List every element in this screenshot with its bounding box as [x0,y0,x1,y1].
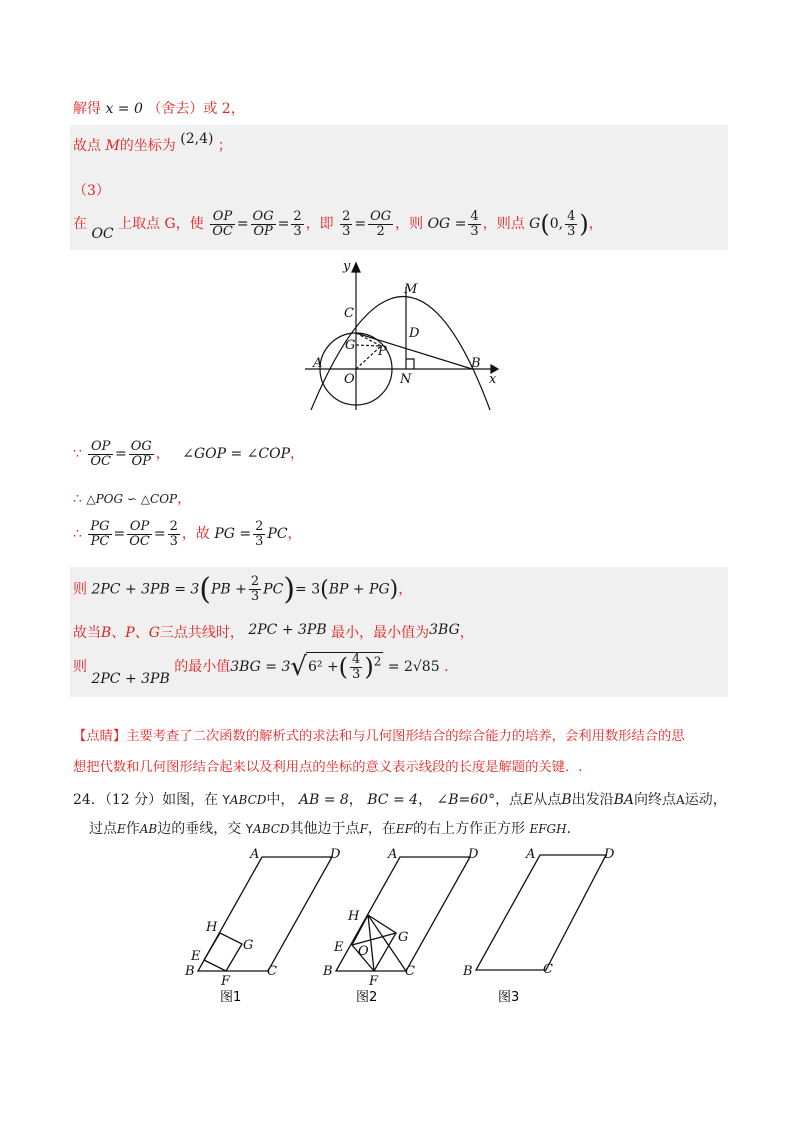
parallelogram-symbol: Y [222,793,230,807]
text: 最小，最小值为 [331,625,430,641]
text: （舍去）或 2， [147,101,245,117]
label-o: O [344,372,355,387]
text: 则 [73,581,87,598]
math: 3BG [429,622,460,638]
label-g: G [243,938,254,953]
fraction [565,210,577,238]
fraction [249,575,261,603]
sol-line-5 [73,440,304,468]
math: 2PC + 3PB = 3 [91,581,200,598]
text: 的最小值 [174,659,231,676]
math: EFGH [529,822,567,836]
den: PC [90,533,110,549]
sol-line-3 [73,180,110,200]
num: OP [127,520,152,535]
label-c: C [543,962,553,977]
math: EF [395,822,413,836]
eq: = [236,216,249,233]
math: PC [267,526,288,543]
num: OP [210,210,235,225]
text: ． [566,821,581,837]
math: AB [139,822,158,836]
parabola [311,297,490,411]
figure-1 [180,845,340,1010]
math: x = 0 [105,101,143,117]
sol-line-6 [73,488,191,508]
math: PC [263,581,284,598]
math: ∠GOP = ∠COP [182,446,291,463]
text: ， [287,526,302,543]
math: 6² + [307,659,339,676]
label-n: N [400,372,412,387]
radicand: 6² +( $\frac{4}{3}$ )$^2$ [307,652,382,682]
eq: = [114,446,127,463]
fraction [291,210,303,238]
sol-line-1 [73,98,245,118]
math: PG = [214,526,252,543]
den: 3 [567,223,576,239]
fraction [350,653,362,681]
text: 想把代数和几何图形结合起来以及利用点的坐标的意义表示线段的长度是解题的关键．. [73,760,583,775]
text: ， [155,446,170,463]
fraction [210,210,235,238]
fraction [129,440,154,468]
num: 2 [342,209,351,224]
num: PG [90,519,110,534]
den: OC [212,223,233,239]
label-a: A [250,847,260,862]
den: 3 [470,223,479,239]
because-symbol: ∵ [73,446,82,463]
text: 三点共线时， [159,625,244,641]
label-b: B [471,356,481,371]
math: 2PC + 3PB [91,671,170,688]
math: OC [91,226,114,243]
label-a: A [526,847,536,862]
fraction [340,210,352,238]
label-c: C [405,964,415,979]
den: OC [129,533,150,549]
text: 其他边于点 [289,821,360,837]
math: 0, [549,216,564,233]
eq: = [277,216,290,233]
y-axis-arrow [352,263,360,272]
sol-line-2 [73,131,232,155]
text: 上取点 G，使 [118,216,204,233]
eq: = [113,526,126,543]
right-angle-n [406,359,414,369]
text: 【点睛】主要考查了二次函数的解析式的求法和与几何图形结合的综合能力的培养，会利用数形结合的思 [73,729,685,744]
sol-line-9 [73,622,474,642]
figure-3 [458,845,628,1010]
text: ， [348,792,363,808]
text: ， [459,625,474,641]
math: PB + [211,581,247,598]
text: ，即 [305,216,334,233]
comment-line-2 [73,756,583,775]
math: B [561,792,572,808]
eq: = [354,216,367,233]
math: (2,4) [180,131,214,147]
label-d: D [409,326,420,341]
text: 则 [73,659,87,676]
math: E [523,792,534,808]
caption-fig3: 图3 [498,990,520,1005]
label-b: B [323,964,333,979]
figure-2 [318,845,478,1010]
eq: = [153,526,166,543]
text: （3） [73,183,110,199]
fraction [368,210,393,238]
math: = 3 [295,581,321,598]
q24-line-1 [73,789,727,809]
label-d: D [330,847,340,862]
math: A [676,793,685,807]
therefore-symbol: ∴ [73,526,82,543]
label-f: F [369,974,379,989]
math: BC = 4 [367,792,419,808]
caption-fig2: 图2 [356,990,378,1005]
text: 在 [73,216,87,233]
text: ，点 [495,792,524,808]
text: 从点 [533,792,562,808]
math: E [117,822,126,836]
label-m: M [404,282,418,297]
text: ，故 [181,526,210,543]
math: G [529,216,541,233]
text: ， [290,446,305,463]
math: BP + PG [328,581,390,598]
label-g: G [398,930,409,945]
den: OC [90,453,111,469]
num: 4 [352,652,361,667]
math: M [105,138,120,154]
text: 的右上方作正方形 [412,821,525,837]
math: = 2√85 [387,659,440,676]
fraction [253,520,265,548]
fraction [168,520,180,548]
math: ∠B=60° [436,792,496,808]
sol-line-4: 在 OC 上取点 G，使 $\frac{OP}{OC}$ = $\frac{OG}{OP}$ = $\frac{2}{3}$ ，即 $\frac{2}{3}$ = $\frac{OG}{2}$ ，则 OG = $\frac{4}{3}$ ，则点 G(0, $\frac{4}{3}$ )， [73,209,603,243]
fraction [468,210,480,238]
math: △POG ∽ △COP [86,492,178,506]
math: BA [613,792,635,808]
text: 解得 [73,101,101,117]
label-d: D [468,847,478,862]
text: ； [217,138,232,154]
caption-fig1: 图1 [220,990,242,1005]
text: ， [177,491,192,507]
math: B、P、G [101,625,160,641]
label-h: H [206,920,218,935]
comment-line-1 [73,725,685,744]
label-o: O [358,944,369,959]
label-e: E [334,940,344,955]
parabola-circle-graph [300,255,505,415]
num: OG [252,209,274,224]
num: 4 [470,209,479,224]
fraction [88,440,113,468]
num: 4 [567,209,576,224]
den: 3 [255,533,264,549]
den: 3 [342,223,351,239]
text: 向终点 [634,792,677,808]
label-a: A [313,356,323,371]
label-p: P [378,344,387,359]
text: 故点 [73,138,101,154]
text: 过点 [89,821,117,837]
den: 3 [169,533,178,549]
den: OP [253,223,273,239]
den: OP [131,453,151,469]
label-h: H [348,909,360,924]
parallelogram-abcd [476,855,606,970]
den: 2 [376,223,385,239]
text: ，则点 [482,216,525,233]
math: ABCD [229,793,267,807]
num: OG [130,439,152,454]
label-f: F [221,974,231,989]
num: OG [370,209,392,224]
label-y: y [343,259,351,274]
num: 2 [169,519,178,534]
label-e: E [191,949,201,964]
square-efgh [204,933,242,971]
math: OG = [427,216,467,233]
den: 3 [293,223,302,239]
label-g: G [345,338,356,353]
text: 中， [266,792,295,808]
text: ， [398,581,413,598]
num: OP [88,440,113,455]
label-a: A [388,847,398,862]
text: 作 [125,821,140,837]
parallelogram-abcd [198,857,332,971]
text: 出发沿 [571,792,614,808]
text: ，则 [395,216,424,233]
label-c: C [267,964,277,979]
text: 24．（12 分）如图，在 [73,792,219,808]
label-b: B [185,964,195,979]
num: 2 [293,209,302,224]
therefore-symbol: ∴ [73,491,82,507]
fraction [251,210,276,238]
sol-line-7 [73,520,302,548]
text: 运动， [684,792,727,808]
sol-line-10: 则 2PC + 3PB 的最小值3BG = 3√6² +( $\frac{4}{3}$ )$^2$ = 2√85 . [73,652,449,688]
den: 3 [250,589,260,604]
math: ABCD [253,822,290,836]
label-d: D [604,847,615,862]
text: 边的垂线，交 [157,821,242,837]
den: 3 [352,666,361,682]
fraction [127,520,152,548]
text: 故当 [73,625,101,641]
math: F [359,822,368,836]
text: ，在 [367,821,396,837]
num: 2 [250,574,260,590]
q24-line-2 [89,818,581,838]
math: 2PC + 3PB [248,622,327,638]
text: ， [418,792,433,808]
math: 3BG = 3 [230,659,291,676]
parallelogram-symbol: Y [245,822,254,836]
label-x: x [489,372,497,387]
text: 的坐标为 [119,138,176,154]
text: ， [588,216,603,233]
math: AB = 8 [298,792,349,808]
label-b: B [463,964,473,979]
sol-line-8: 则 2PC + 3PB = 3(PB + $\frac{2}{3}$ PC)= 3(BP + PG)， [73,572,413,607]
num: 2 [255,519,264,534]
text: . [444,659,449,676]
label-c: C [344,306,354,321]
fraction [88,520,111,548]
